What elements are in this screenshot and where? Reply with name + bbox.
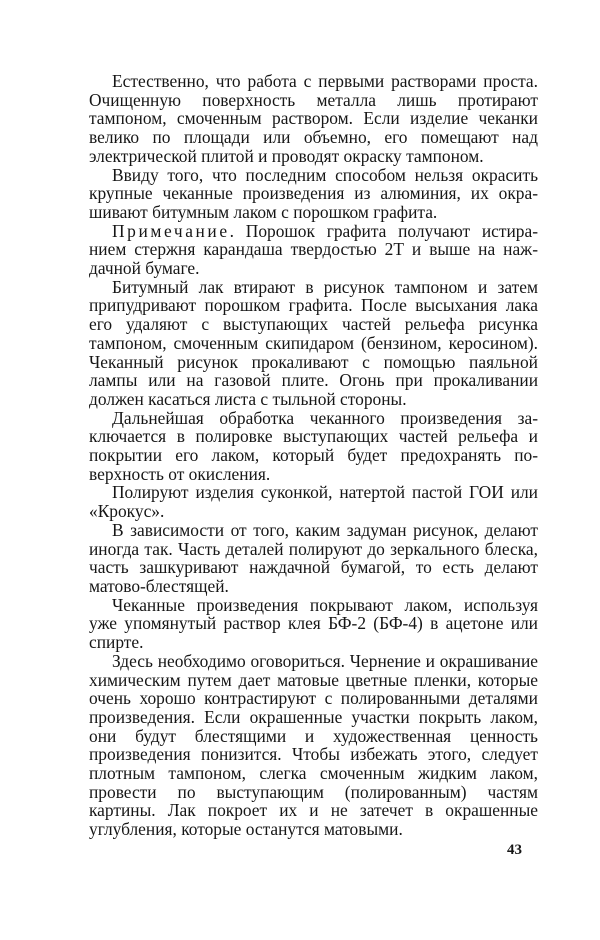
- paragraph-7: В зависимости от того, каким задуман рисунок, делают иногда так. Часть деталей полируют до зеркального блеска, часть зашкуривают наждачной бумагой, то есть делают матово-блестящей.: [89, 519, 538, 596]
- paragraph-6: Полируют изделия суконкой, натертой пастой ГОИ или «Крокус».: [89, 482, 538, 522]
- paragraph-8: Чеканные произведения покрывают лаком, используя уже упомянутый раствор клея БФ-2 (БФ-4) в ацетоне или спирте.: [89, 594, 538, 653]
- page-number: 43: [507, 842, 522, 858]
- note-label: Примечание: [112, 220, 230, 241]
- paragraph-5: Дальнейшая обработка чеканного произведения заключается в полировке выступающих частей рельефа и покрытии его лаком, который будет предохранять поверхность от окисления.: [89, 407, 538, 484]
- note-paragraph: [89, 222, 538, 278]
- paragraph-9: Здесь необходимо оговориться. Чернение и окрашивание химическим путем дает матовые цветные пленки, которые очень хорошо контрастируют с полированными деталями произведения. Если окрашенные участки покрыть лаком, они будут блестящими и художественная ценность произведения понизится. Чтобы избежать этого, следует плотным тампоном, слегка смоченным жидким лаком, провести по выступающим (полированным) частям картины. Лак покроет их и не затечет в окрашенные углубления, которые останутся матовыми.: [89, 650, 538, 840]
- paragraph-2: Ввиду того, что последним способом нельзя окрасить крупные чеканные произведения из алюминия, их окрашивают битумным лаком с порошком графита.: [89, 164, 538, 222]
- page-body: [89, 72, 538, 839]
- paragraph-4: Битумный лак втирают в рисунок тампоном и затем припудривают порошком графита. После высыхания лака его удаляют с выступающих частей рельефа рисунка тампоном, смоченным скипидаром (бензином, керосином). Чеканный рисунок прокаливают с помощью паяльной лампы или на газовой плите. Огонь при прокаливании должен касаться листа с тыльной стороны.: [89, 276, 538, 409]
- paragraph-1: Естественно, что работа с первыми растворами проста. Очищенную поверхность металла лишь протирают тампоном, смоченным раствором. Если изделие чеканки велико по площади или объемно, его помещают над электрической плитой и проводят окраску тампоном.: [89, 71, 538, 166]
- note-text: . Порошок графита получают истиранием стержня карандаша твердостью 2Т и выше на наждачной бумаге.: [89, 220, 538, 279]
